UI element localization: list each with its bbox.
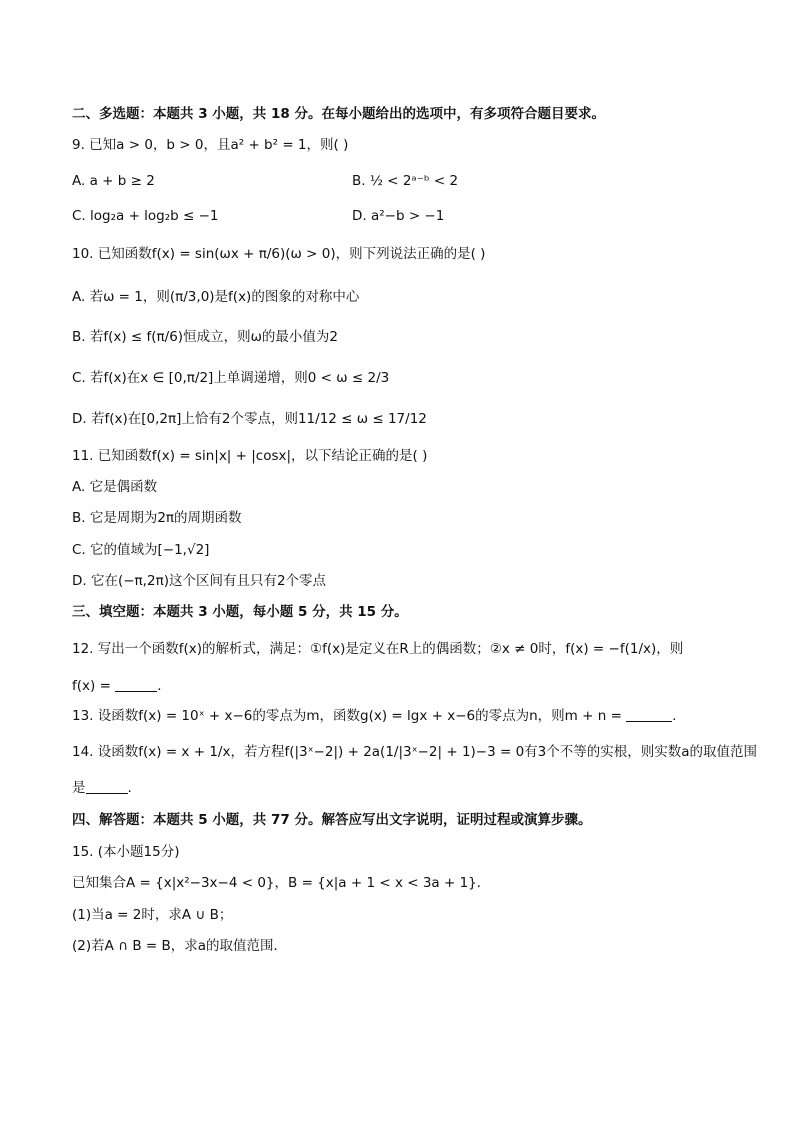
q12-answer-prefix: f(x) = — [72, 678, 111, 694]
q12-line2 — [72, 677, 161, 695]
q11-option-d: D. 它在(−π,2π)这个区间有且只有2个零点 — [72, 573, 327, 589]
q9-option-b: B. ½ < 2ᵃ⁻ᵇ < 2 — [352, 173, 459, 189]
q13-period: . — [672, 708, 677, 724]
q13-line — [72, 707, 676, 725]
section-heading-solutions: 四、解答题：本题共 5 小题，共 77 分。解答应写出文字说明，证明过程或演算步骤。 — [72, 812, 592, 828]
q14-answer-prefix: 是 — [72, 780, 86, 796]
q10-option-a: A. 若ω = 1，则(π/3,0)是f(x)的图象的对称中心 — [72, 289, 360, 305]
q9-option-d: D. a²−b > −1 — [352, 208, 445, 224]
q15-title: 15. (本小题15分) — [72, 844, 180, 860]
q14-line1: 14. 设函数f(x) = x + 1/x，若方程f(|3ˣ−2|) + 2a(1/|3ˣ−2| + 1)−3 = 0有3个不等的实根，则实数a的取值范围 — [72, 744, 758, 760]
q12-line1: 12. 写出一个函数f(x)的解析式，满足：①f(x)是定义在R上的偶函数；②x ≠ 0时，f(x) = −f(1/x)，则 — [72, 641, 684, 657]
q9-option-c: C. log₂a + log₂b ≤ −1 — [72, 208, 219, 224]
q14-answer-blank — [86, 779, 128, 794]
q12-answer-blank — [115, 677, 157, 692]
q10-option-b: B. 若f(x) ≤ f(π/6)恒成立，则ω的最小值为2 — [72, 329, 338, 345]
q11-option-a: A. 它是偶函数 — [72, 479, 158, 495]
q11-option-c: C. 它的值域为[−1,√2] — [72, 542, 210, 558]
q15-part-2: (2)若A ∩ B = B，求a的取值范围． — [72, 938, 288, 954]
q10-option-d: D. 若f(x)在[0,2π]上恰有2个零点，则11/12 ≤ ω ≤ 17/12 — [72, 411, 427, 427]
q9-option-a: A. a + b ≥ 2 — [72, 173, 155, 189]
section-heading-multiple-choice: 二、多选题：本题共 3 小题，共 18 分。在每小题给出的选项中，有多项符合题目要求。 — [72, 106, 605, 122]
q15-stem: 已知集合A = {x|x²−3x−4 < 0}，B = {x|a + 1 < x < 3a + 1}． — [72, 875, 491, 891]
q14-line2 — [72, 779, 132, 797]
q14-period: . — [127, 780, 132, 796]
q13-text: 13. 设函数f(x) = 10ˣ + x−6的零点为m，函数g(x) = lgx + x−6的零点为n，则m + n = — [72, 708, 622, 724]
q15-part-1: (1)当a = 2时，求A ∪ B； — [72, 907, 233, 923]
q10-option-c: C. 若f(x)在x ∈ [0,π/2]上单调递增，则0 < ω ≤ 2/3 — [72, 370, 390, 386]
q12-period: . — [157, 678, 162, 694]
section-heading-fill-in: 三、填空题：本题共 3 小题，每小题 5 分，共 15 分。 — [72, 604, 408, 620]
q10-stem: 10. 已知函数f(x) = sin(ωx + π/6)(ω > 0)，则下列说法正确的是( ) — [72, 246, 486, 262]
q9-stem: 9. 已知a > 0，b > 0，且a² + b² = 1，则( ) — [72, 137, 349, 153]
q11-option-b: B. 它是周期为2π的周期函数 — [72, 510, 242, 526]
q13-answer-blank — [626, 707, 672, 722]
q11-stem: 11. 已知函数f(x) = sin|x| + |cosx|，以下结论正确的是( ) — [72, 448, 428, 464]
